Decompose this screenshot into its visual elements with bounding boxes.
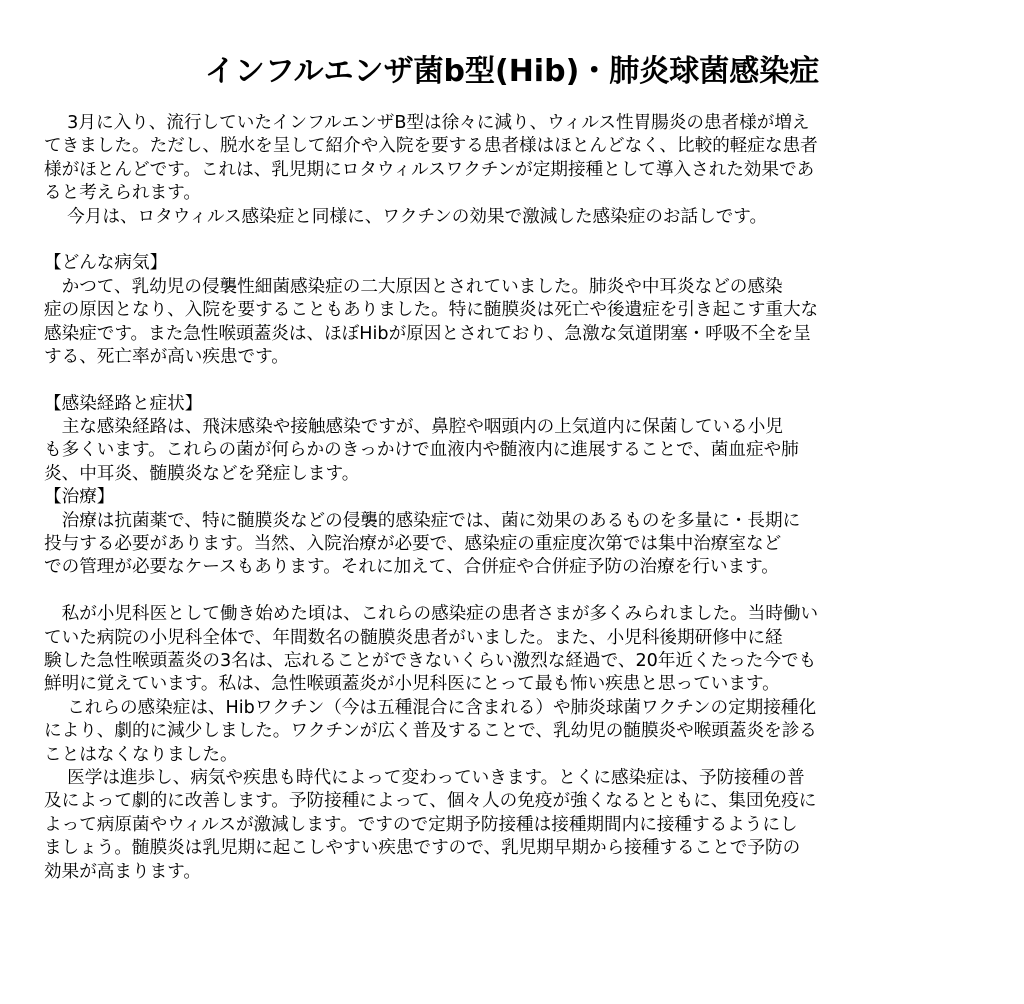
text-line: 炎、中耳炎、髄膜炎などを発症します。 [44, 463, 360, 484]
paragraph-gap [44, 369, 984, 392]
text-line: ましょう。髄膜炎は乳児期に起こしやすい疾患ですので、乳児期早期から接種することで予防の [44, 838, 801, 859]
text-line: よって病原菌やウィルスが激減します。ですので定期予防接種は接種期間内に接種するようにし [44, 814, 798, 835]
text-line: も多くいます。これらの菌が何らかのきっかけで血液内や髄液内に進展することで、菌血症や肺 [44, 440, 799, 461]
text-line: ことはなくなりました。 [44, 744, 238, 765]
section-heading: 【どんな病気】 [44, 253, 168, 274]
text-line: 医学は進歩し、病気や疾患も時代によって変わっていきます。とくに感染症は、予防接種の普 [44, 767, 805, 788]
text-line: 主な感染経路は、飛沫感染や接触感染ですが、鼻腔や咽頭内の上気道内に保菌している小児 [44, 417, 783, 438]
text-line: 症の原因となり、入院を要することもありました。特に髄膜炎は死亡や後遺症を引き起こす重大な [44, 300, 819, 321]
text-line: により、劇的に減少しました。ワクチンが広く普及することで、乳幼児の髄膜炎や喉頭蓋炎を診る [44, 721, 817, 742]
text-line: ていた病院の小児科全体で、年間数名の髄膜炎患者がいました。また、小児科後期研修中に経 [44, 627, 783, 648]
text-line: 感染症です。また急性喉頭蓋炎は、ほぼHibが原因とされており、急激な気道閉塞・呼吸不全を呈 [44, 323, 811, 344]
intro-paragraph [44, 112, 984, 229]
text-line: ると考えられます。 [44, 183, 201, 204]
section-treatment [44, 486, 984, 580]
section-disease [44, 252, 984, 369]
text-line: 私が小児科医として働き始めた頃は、これらの感染症の患者さまが多くみられました。当時働い [44, 604, 819, 625]
text-line: する、死亡率が高い疾患です。 [44, 346, 289, 367]
text-line: 投与する必要があります。当然、入院治療が必要で、感染症の重症度次第では集中治療室など [44, 534, 782, 555]
text-line: これらの感染症は、Hibワクチン（今は五種混合に含まれる）や肺炎球菌ワクチンの定期接種化 [44, 697, 817, 718]
text-line: 鮮明に覚えています。私は、急性喉頭蓋炎が小児科医にとって最も怖い疾患と思っています。 [44, 674, 780, 695]
document-body [44, 112, 984, 884]
text-line: での管理が必要なケースもあります。それに加えて、合併症や合併症予防の治療を行います。 [44, 557, 779, 578]
closing-paragraph [44, 603, 984, 884]
text-line: 効果が高まります。 [44, 861, 201, 882]
section-heading: 【感染経路と症状】 [44, 393, 203, 414]
text-line: かつて、乳幼児の侵襲性細菌感染症の二大原因とされていました。肺炎や中耳炎などの感染 [44, 276, 783, 297]
text-line: 今月は、ロタウィルス感染症と同様に、ワクチンの効果で激減した感染症のお話しです。 [44, 206, 768, 227]
paragraph-gap [44, 580, 984, 603]
text-line: 様がほとんどです。これは、乳児期にロタウィルスワクチンが定期接種として導入された効果であ [44, 159, 815, 180]
text-line: 験した急性喉頭蓋炎の3名は、忘れることができないくらい激烈な経過で、20年近くたった今でも [44, 650, 817, 671]
text-line: 及によって劇的に改善します。予防接種によって、個々人の免疫が強くなるとともに、集団免疫に [44, 791, 817, 812]
text-line: 3月に入り、流行していたインフルエンザB型は徐々に減り、ウィルス性胃腸炎の患者様が増え [44, 113, 810, 133]
document-title: インフルエンザ菌b型(Hib)・肺炎球菌感染症 [204, 54, 820, 89]
section-heading: 【治療】 [44, 487, 115, 508]
section-transmission [44, 393, 984, 487]
text-line: 治療は抗菌薬で、特に髄膜炎などの侵襲的感染症では、菌に効果のあるものを多量に・長期に [44, 510, 801, 531]
text-line: てきました。ただし、脱水を呈して紹介や入院を要する患者様はほとんどなく、比較的軽症な患者 [44, 136, 818, 157]
paragraph-gap [44, 229, 984, 252]
